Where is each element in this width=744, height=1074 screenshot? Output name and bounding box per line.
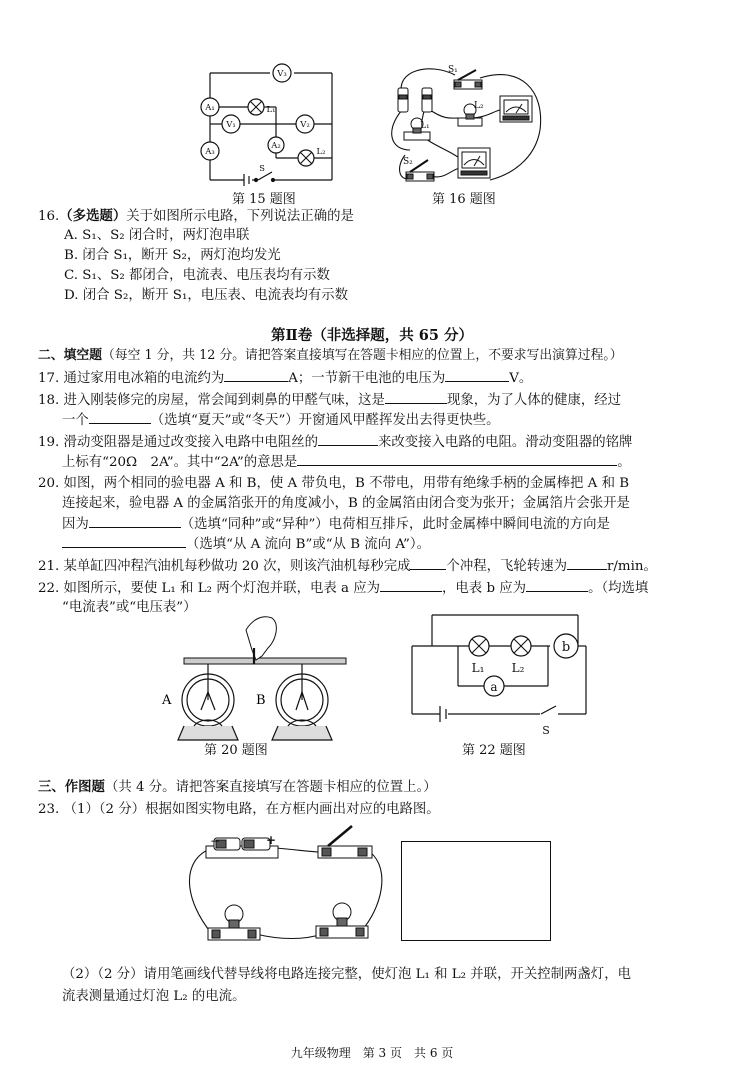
figure-22-caption: 第 22 题图 bbox=[462, 743, 526, 758]
page-footer: 九年级物理 第 3 页 共 6 页 bbox=[290, 1046, 454, 1060]
q21-text-3: r/min。 bbox=[607, 559, 657, 574]
part2-title: 第Ⅱ卷（非选择题，共 65 分） bbox=[271, 327, 473, 344]
q17-text-3: V。 bbox=[509, 371, 533, 386]
figure-15-caption: 第 15 题图 bbox=[232, 192, 296, 207]
q17-text-2: A；一节新干电池的电压为 bbox=[288, 371, 446, 386]
fig15-l1-label: L₁ bbox=[266, 105, 276, 115]
q21-text-2: 个冲程，飞轮转速为 bbox=[446, 559, 567, 574]
q19-text-4: 。 bbox=[617, 455, 631, 470]
q23-minus-label: − bbox=[210, 834, 221, 848]
section2-heading-text: 二、填空题 bbox=[38, 348, 102, 363]
q19-text-3: 上标有“20Ω 2A”。其中“2A”的意思是 bbox=[62, 455, 298, 470]
q16-option-c: C. S₁、S₂ 都闭合，电流表、电压表均有示数 bbox=[64, 268, 330, 283]
q22-text-1: 22. 如图所示，要使 L₁ 和 L₂ 两个灯泡并联，电表 a 应为 bbox=[38, 581, 381, 596]
fig15-a3-label: A₃ bbox=[205, 147, 215, 157]
q17-text-1: 17. 通过家用电冰箱的电流约为 bbox=[38, 371, 225, 386]
fig16-l1-label: L₁ bbox=[420, 121, 430, 131]
figure-16-caption: 第 16 题图 bbox=[432, 192, 496, 207]
q16-option-b: B. 闭合 S₁，断开 S₂，两灯泡均发光 bbox=[64, 248, 281, 263]
q20-text-3: （选填“从 A 流向 B”或“从 B 流向 A”）。 bbox=[186, 537, 430, 552]
fig22-l1-label: L₁ bbox=[471, 661, 485, 675]
q21-text-1: 21. 某单缸四冲程汽油机每秒做功 20 次，则该汽油机每秒完成 bbox=[38, 559, 411, 574]
q16-option-a: A. S₁、S₂ 闭合时，两灯泡串联 bbox=[64, 228, 250, 243]
fig15-a2-label: A₂ bbox=[271, 141, 281, 151]
question-23-part2-line1: （2）（2 分）请用笔画线代替导线将电路连接完整，使灯泡 L₁ 和 L₂ 并联，开关控制两盏灯，电 bbox=[62, 967, 631, 982]
section2-note: （每空 1 分，共 12 分。请把答案直接填写在答题卡相应的位置上，不要求写出演算过程。） bbox=[101, 348, 623, 363]
q22-text-3: 。（均选填 bbox=[588, 581, 649, 596]
section3-heading-text: 三、作图题 bbox=[38, 779, 105, 795]
q18-text-4: （选填“夏天”或“冬天”）开窗通风甲醛挥发出去得更快些。 bbox=[150, 413, 500, 428]
q22-text-2: ，电表 b 应为 bbox=[442, 581, 527, 596]
q16-stem-text: 关于如图所示电路，下列说法正确的是 bbox=[126, 209, 354, 224]
question-23-part2-line2: 流表测量通过灯泡 L₂ 的电流。 bbox=[62, 989, 246, 1004]
fig15-s-label: S bbox=[259, 164, 265, 174]
q23-plus-label: + bbox=[266, 833, 277, 847]
q18-text-2: 现象，为了人体的健康，经过 bbox=[446, 393, 622, 408]
fig15-a1-label: A₁ bbox=[205, 103, 215, 113]
question-20-line2: 连接起来，验电器 A 的金属箔张开的角度减小，B 的金属箔由闭合变为张开；金属箔片会张开是 bbox=[62, 496, 630, 511]
fig16-l2-label: L₂ bbox=[474, 101, 484, 111]
q23-drawing-box[interactable] bbox=[401, 841, 551, 941]
fig15-l2-label: L₂ bbox=[316, 147, 326, 157]
figure-20-caption: 第 20 题图 bbox=[204, 743, 268, 758]
q19-text-2: 来改变接入电路的电阻。滑动变阻器的铭牌 bbox=[377, 435, 633, 450]
fig16-s2-label: S₂ bbox=[403, 157, 413, 167]
fig16-s1-label: S₁ bbox=[448, 65, 458, 75]
fig20-a-label: A bbox=[162, 693, 172, 708]
q19-text-1: 19. 滑动变阻器是通过改变接入电路中电阻丝的 bbox=[38, 435, 318, 450]
q18-text-1: 18. 进入刚装修完的房屋，常会闻到刺鼻的甲醛气味，这是 bbox=[38, 393, 385, 408]
fig20-b-label: B bbox=[256, 693, 266, 708]
q20-text-1: 因为 bbox=[62, 517, 89, 532]
fig22-l2-label: L₂ bbox=[511, 661, 525, 675]
fig15-v2-label: V₂ bbox=[300, 120, 310, 130]
q16-tag: （多选题） bbox=[59, 208, 127, 224]
q16-option-d: D. 闭合 S₂，断开 S₁，电压表、电流表均有示数 bbox=[64, 288, 349, 303]
question-22-line2: “电流表”或“电压表”） bbox=[62, 600, 197, 615]
q20-text-2: （选填“同种”或“异种”）电荷相互排斥，此时金属棒中瞬间电流的方向是 bbox=[180, 517, 610, 532]
fig22-s-label: S bbox=[542, 724, 550, 737]
q16-number: 16. bbox=[38, 209, 60, 224]
fig15-v1-label: V₁ bbox=[226, 120, 236, 130]
fig22-b-label: b bbox=[561, 640, 571, 655]
section3-note: （共 4 分。请把答案直接填写在答题卡相应的位置上。） bbox=[104, 780, 437, 795]
fig15-v3-label: V₃ bbox=[277, 69, 287, 79]
question-20-line1: 20. 如图，两个相同的验电器 A 和 B，使 A 带负电，B 不带电，用带有绝缘手柄的金属棒把 A 和 B bbox=[38, 476, 630, 491]
question-23-part1: 23. （1）（2 分）根据如图实物电路，在方框内画出对应的电路图。 bbox=[38, 802, 440, 817]
fig22-a-label: a bbox=[490, 680, 498, 694]
q18-text-3: 一个 bbox=[62, 413, 89, 428]
